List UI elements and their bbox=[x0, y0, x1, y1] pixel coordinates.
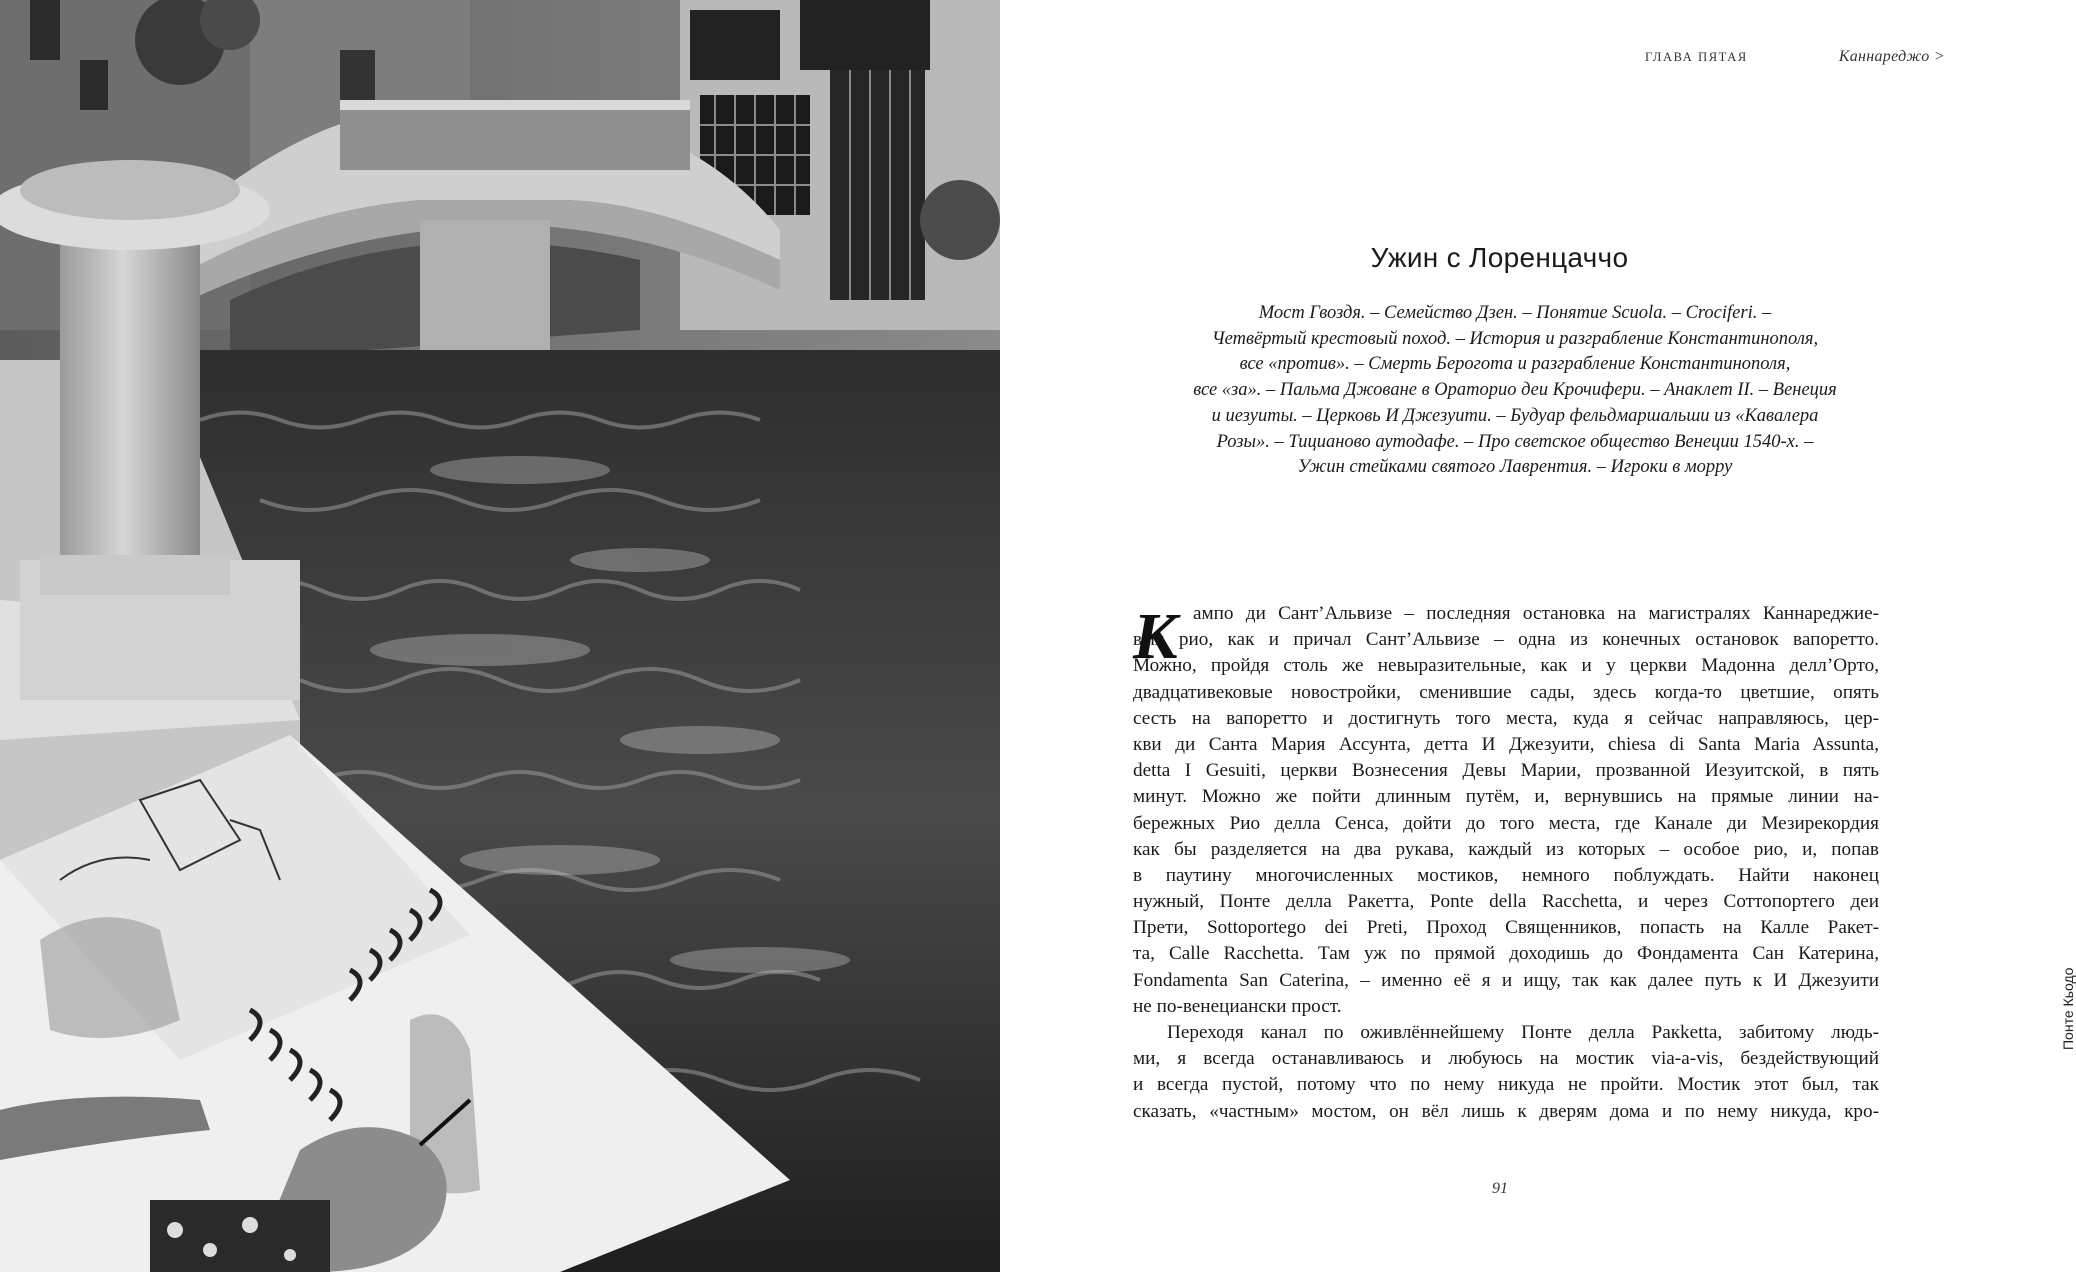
body-text bbox=[1133, 601, 1879, 1125]
body-line: Можно, пройдя столь же невыразительные, как и у церкви Мадонна делл’Орто, bbox=[1133, 655, 1879, 677]
body-line: сказать, «частным» мостом, он вёл лишь к дверям дома и по нему никуда, кро- bbox=[1133, 1100, 1879, 1122]
body-line: вых рио, как и причал Сант’Альвизе – одна из конечных остановок вапоретто. bbox=[1133, 629, 1879, 651]
body-line: не по-венециански прост. bbox=[1133, 995, 1342, 1017]
body-line: нужный, Понте делла Ракетта, Ponte della Racchetta, и через Соттопортего деи bbox=[1133, 891, 1879, 913]
body-line: и всегда пустой, потому что по нему никуда не пройти. Мостик этот был, так bbox=[1133, 1074, 1879, 1096]
page-number: 91 bbox=[1492, 1180, 1508, 1197]
summary-line: Мост Гвоздя. – Семейство Дзен. – Понятие Scuola. – Crociferi. – bbox=[1258, 303, 1772, 323]
venice-bridge-photo bbox=[0, 0, 1000, 1272]
body-line: бережных Рио делла Сенса, дойти до того места, где Канале ди Мезирекордия bbox=[1133, 812, 1879, 834]
drop-cap: К bbox=[1133, 600, 1178, 673]
summary-line: Ужин стейками святого Лаврентия. – Игроки в морру bbox=[1297, 457, 1733, 478]
chapter-title: Ужин с Лоренцаччо bbox=[1370, 242, 1629, 273]
chapter-label: ГЛАВА ПЯТАЯ bbox=[1645, 50, 1748, 64]
body-line: detta I Gesuiti, церкви Вознесения Девы Марии, прозванной Иезуитской, в пять bbox=[1133, 760, 1879, 782]
running-head bbox=[1645, 48, 1945, 72]
summary-line: все «за». – Пальма Джоване в Ораторио деи Крочифери. – Анаклет II. – Венеция bbox=[1193, 380, 1837, 401]
body-line: та, Calle Racchetta. Там уж по прямой доходишь до Фондамента Сан Катерина, bbox=[1133, 943, 1879, 965]
photo-caption: Понте Кьодо bbox=[2060, 967, 2076, 1050]
summary-line: Четвёртый крестовый поход. – История и разграбление Константинополя, bbox=[1211, 328, 1819, 349]
body-line: ми, я всегда останавливаюсь и любуюсь на мостик via-a-vis, бездействующий bbox=[1133, 1048, 1879, 1070]
body-line: ампо ди Сант’Альвизе – последняя остановка на магистралях Каннареджие- bbox=[1193, 603, 1879, 624]
body-line: Fondamenta San Caterina, – именно её я и ищу, так как далее путь к И Джезуити bbox=[1133, 969, 1879, 991]
body-line: сесть на вапоретто и достигнуть того места, куда я сейчас направляюсь, цер- bbox=[1133, 707, 1879, 729]
body-line: минут. Можно же пойти длинным путём, и, вернувшись на прямые линии на- bbox=[1133, 786, 1879, 808]
body-line: Прети, Sottoportego dei Preti, Проход Священников, попасть на Калле Ракет- bbox=[1133, 917, 1879, 939]
summary-line: все «против». – Смерть Берогота и разграбление Константинополя, bbox=[1239, 354, 1791, 375]
text-page bbox=[1000, 0, 2076, 1272]
section-label: Каннареджо > bbox=[1838, 48, 1945, 65]
body-line: как бы разделяется на два рукава, каждый из которых – особое рио, и, попав bbox=[1133, 838, 1879, 860]
body-line: кви ди Санта Мария Ассунта, детта И Джезуити, chiesa di Santa Maria Assunta, bbox=[1133, 733, 1879, 755]
body-line: в паутину многочисленных мостиков, немного поблуждать. Найти наконец bbox=[1133, 864, 1879, 886]
summary-line: и иезуиты. – Церковь И Джезуити. – Будуар фельдмаршальши из «Кавалера bbox=[1211, 405, 1819, 426]
chapter-summary bbox=[1155, 301, 1875, 481]
body-line: Переходя канал по оживлённейшему Понте делла Ракketta, забитому людь- bbox=[1167, 1022, 1879, 1043]
summary-line: Розы». – Тицианово аутодафе. – Про светское общество Венеции 1540-х. – bbox=[1216, 431, 1814, 452]
body-line: двадцативековые новостройки, сменившие сады, здесь когда-то цветшие, опять bbox=[1133, 681, 1879, 703]
